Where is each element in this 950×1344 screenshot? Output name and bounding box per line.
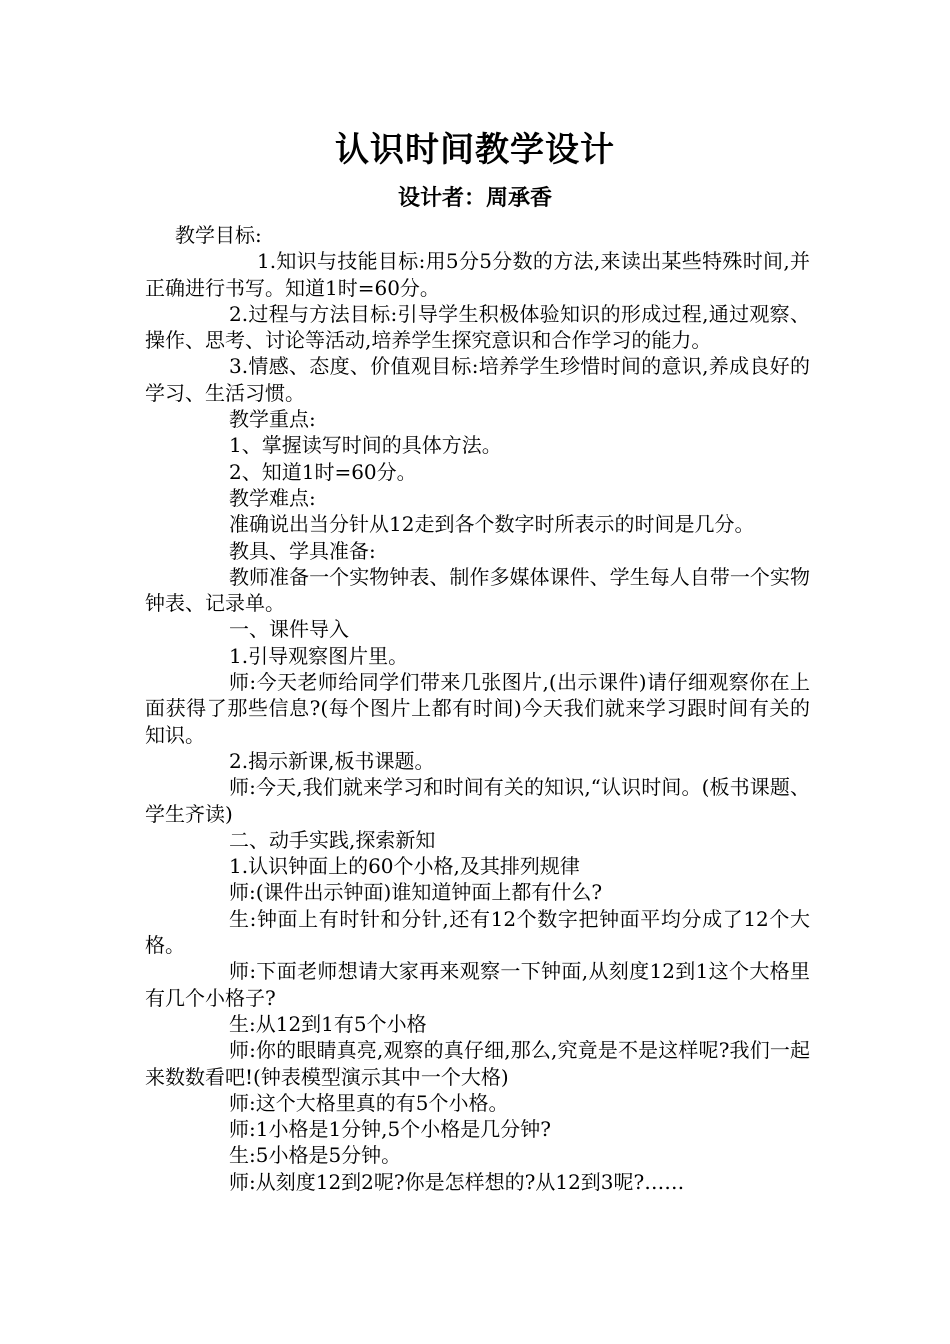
paragraph: 师:从刻度12到2呢?你是怎样想的?从12到3呢?…… <box>229 1169 685 1194</box>
paragraph: 教师准备一个实物钟表、制作多媒体课件、学生每人自带一个实物钟表、记录单。 <box>145 564 810 616</box>
paragraph: 生:钟面上有时针和分针,还有12个数字把钟面平均分成了12个大格。 <box>145 906 810 958</box>
paragraph: 师:今天老师给同学们带来几张图片,(出示课件)请仔细观察你在上面获得了那些信息?(每个图片上都有时间)今天我们就来学习跟时间有关的知识。 <box>145 670 810 747</box>
paragraph: 1.认识钟面上的60个小格,及其排列规律 <box>229 854 580 879</box>
paragraph: 师:下面老师想请大家再来观察一下钟面,从刻度12到1这个大格里有几个小格子? <box>145 959 810 1010</box>
paragraph: 生:从12到1有5个小格 <box>229 1011 427 1036</box>
paragraph: 师:你的眼睛真亮,观察的真仔细,那么,究竟是不是这样呢?我们一起来数数看吧!(钟表模型演示其中一个大格) <box>145 1038 810 1089</box>
paragraph: 二、动手实践,探索新知 <box>229 827 436 852</box>
document-author: 设计者：周承香 <box>397 185 552 211</box>
paragraph: 准确说出当分针从12走到各个数字时所表示的时间是几分。 <box>229 512 755 537</box>
paragraph: 师:1小格是1分钟,5个小格是几分钟? <box>229 1117 551 1142</box>
paragraph: 1.引导观察图片里。 <box>229 643 409 668</box>
paragraph: 2.揭示新课,板书课题。 <box>229 748 435 773</box>
paragraph: 师:今天,我们就来学习和时间有关的知识,“认识时间。(板书课题、学生齐读) <box>145 775 810 826</box>
paragraph: 教学难点: <box>229 485 316 510</box>
paragraph: 1、掌握读写时间的具体方法。 <box>229 433 502 458</box>
paragraph: 2.过程与方法目标:引导学生积极体验知识的形成过程,通过观察、操作、思考、讨论等活动,培养学生探究意识和合作学习的能力。 <box>145 301 810 353</box>
paragraph: 教学重点: <box>229 407 316 432</box>
paragraph: 一、课件导入 <box>229 617 349 642</box>
document-body <box>145 222 810 1195</box>
document-title: 认识时间教学设计 <box>335 130 615 170</box>
paragraph: 师:(课件出示钟面)谁知道钟面上都有什么? <box>229 880 603 905</box>
paragraph: 教学目标: <box>175 223 262 247</box>
paragraph: 2、知道1时=60分。 <box>229 459 417 484</box>
paragraph: 1.知识与技能目标:用5分5分数的方法,来读出某些特殊时间,并正确进行书写。知道1时=60分。 <box>145 249 810 300</box>
paragraph: 师:这个大格里真的有5个小格。 <box>229 1090 509 1115</box>
paragraph: 3.情感、态度、价值观目标:培养学生珍惜时间的意识,养成良好的学习、生活习惯。 <box>145 354 810 405</box>
paragraph: 教具、学具准备: <box>229 538 376 563</box>
paragraph: 生:5小格是5分钟。 <box>229 1143 402 1168</box>
